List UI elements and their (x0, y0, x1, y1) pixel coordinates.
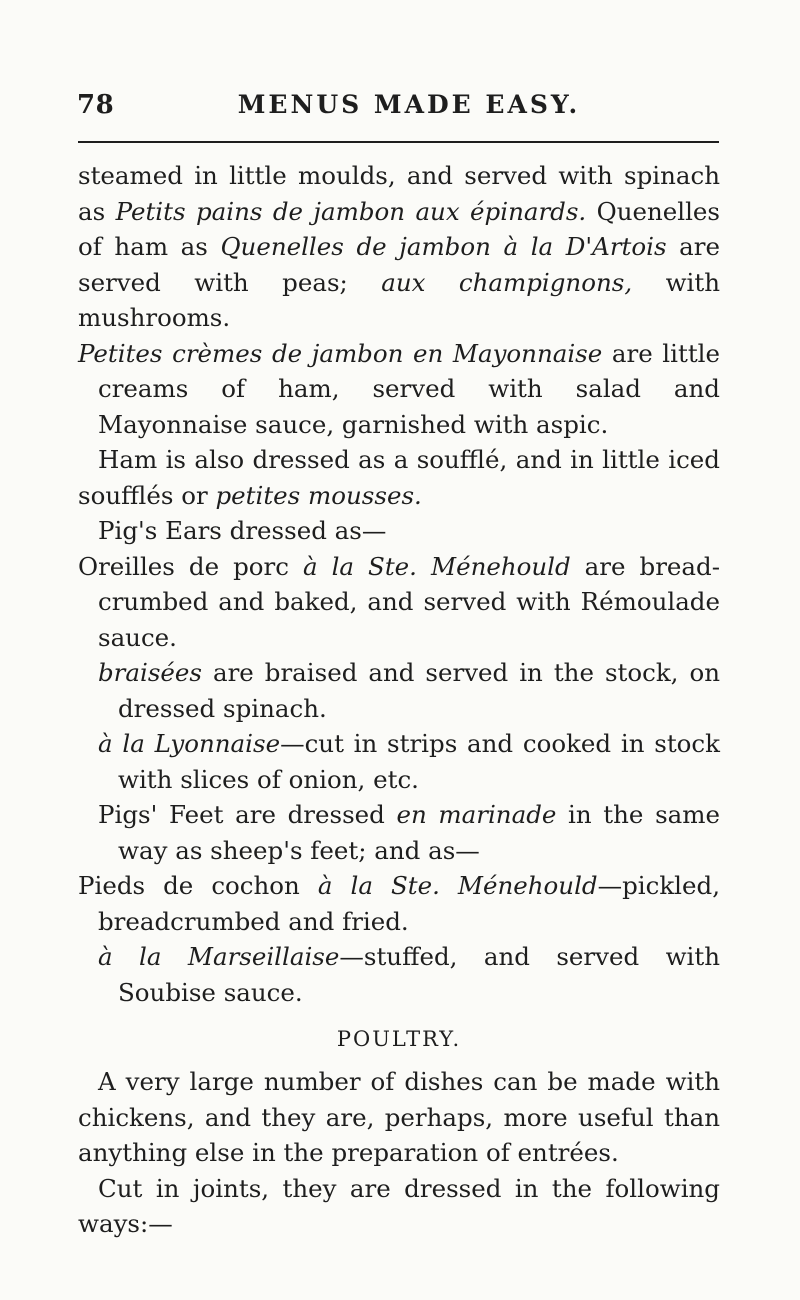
text-run: —stuffed, and served with Soubise sauce. (118, 942, 720, 1007)
italic-run: à la Marseillaise (98, 942, 340, 971)
text-run: —cut in strips and cooked in stock with slices of onion, etc. (118, 729, 720, 794)
text-run: are braised and served in the stock, on dressed spinach. (118, 658, 720, 723)
paragraph (78, 442, 720, 513)
body-text (78, 158, 720, 1242)
italic-run: aux champignons, (381, 267, 633, 297)
paragraph (78, 726, 720, 797)
paragraph (78, 158, 720, 336)
text-run: Pieds de cochon (78, 871, 318, 900)
paragraph (78, 549, 720, 656)
italic-run: à la Ste. Ménehould (302, 551, 571, 581)
paragraph: Pig's Ears dressed as— (98, 516, 387, 545)
text-run: —pickled, breadcrumbed and fried. (98, 871, 720, 936)
text-run: steamed in little moulds, and served with spinach as (78, 161, 720, 226)
italic-run: petites mousses. (215, 480, 422, 510)
text-run: Pigs' Feet are dressed (98, 800, 397, 829)
page-header (0, 90, 800, 130)
paragraph: A very large number of dishes can be made with chickens, and they are, perhaps, more useful than anything else in the preparation of entrées. (78, 1067, 720, 1167)
italic-run: Quenelles de jambon à la D'Artois (220, 232, 667, 261)
italic-run: à la Ste. Ménehould (317, 871, 598, 900)
text-run: are little creams of ham, served with salad and Mayonnaise sauce, garnished with aspic. (98, 338, 721, 439)
section-heading: POULTRY. (336, 1027, 462, 1051)
paragraph (78, 868, 720, 939)
italic-run: Petites crèmes de jambon en Mayonnaise (78, 338, 603, 368)
italic-run: braisées (98, 658, 202, 687)
paragraph (78, 336, 720, 443)
text-run: in the same way as sheep's feet; and as— (118, 800, 720, 865)
header-rule (78, 141, 719, 143)
running-title: MENUS MADE EASY. (237, 90, 581, 119)
text-run: Oreilles de porc (78, 551, 303, 581)
italic-run: Petits pains de jambon aux épinards. (115, 196, 587, 226)
text-run: Ham is also dressed as a soufflé, and in little iced soufflés or (78, 445, 720, 510)
page-number: 78 (77, 90, 115, 120)
paragraph (78, 655, 720, 726)
text-run: with mushrooms. (78, 267, 720, 332)
text-run: are bread-crumbed and baked, and served with Rémoulade sauce. (98, 551, 720, 652)
paragraph (78, 797, 720, 868)
italic-run: en marinade (396, 800, 557, 829)
paragraph: Cut in joints, they are dressed in the following ways:— (78, 1173, 720, 1238)
text-run: Quenelles of ham as (78, 196, 720, 261)
paragraph (78, 939, 720, 1010)
italic-run: à la Lyonnaise (98, 729, 281, 758)
text-run: are served with peas; (78, 232, 720, 297)
